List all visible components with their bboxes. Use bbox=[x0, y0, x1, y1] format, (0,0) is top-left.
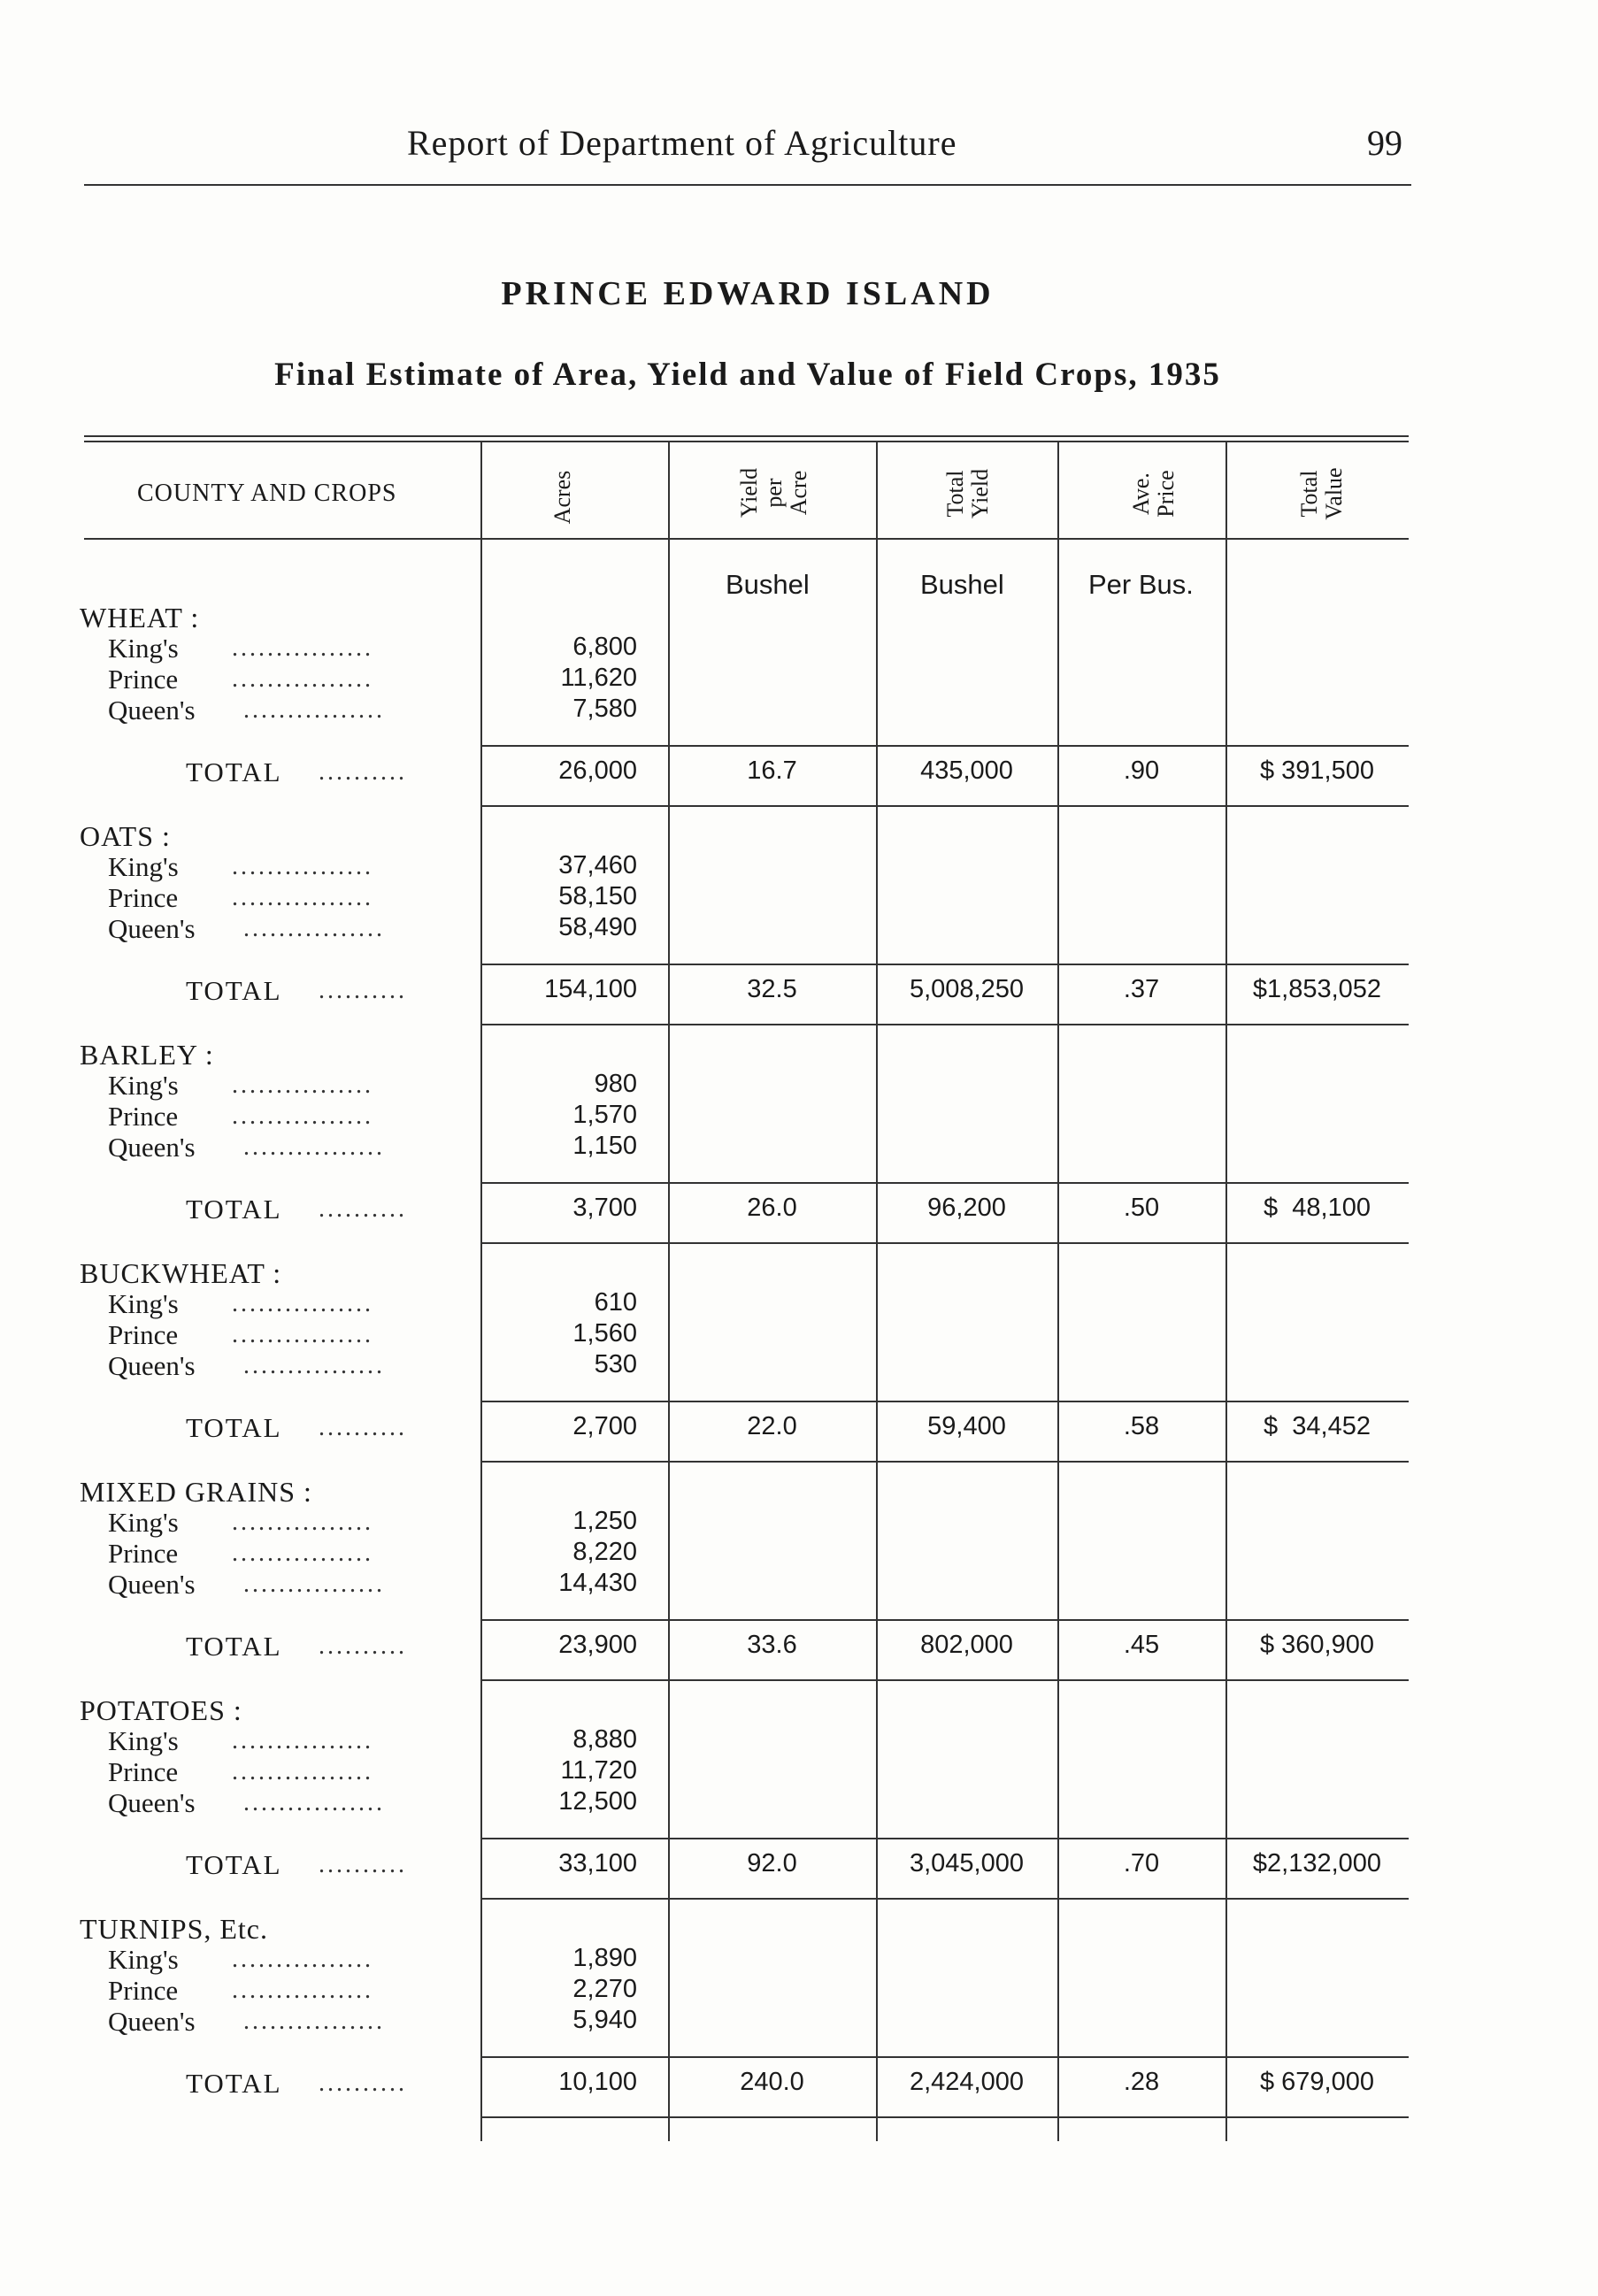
total-top-rule bbox=[480, 964, 1409, 965]
total-acres: 23,900 bbox=[558, 1631, 637, 1659]
dot-leader: ................ bbox=[232, 1321, 373, 1348]
dot-leader: .......... bbox=[319, 1195, 407, 1223]
county-acres: 1,560 bbox=[572, 1319, 637, 1348]
dot-leader: ................ bbox=[243, 1352, 385, 1379]
crop-name: BUCKWHEAT : bbox=[80, 1257, 282, 1289]
crop-name: WHEAT : bbox=[80, 602, 200, 634]
total-yield-per-acre: 92.0 bbox=[747, 1849, 797, 1877]
county-acres: 37,460 bbox=[558, 851, 637, 879]
county-name: Prince bbox=[108, 882, 179, 913]
county-name: King's bbox=[108, 1507, 179, 1538]
crop-name: TURNIPS, Etc. bbox=[80, 1913, 268, 1945]
county-name: Prince bbox=[108, 1319, 179, 1350]
total-top-rule bbox=[480, 1401, 1409, 1402]
total-yield: 59,400 bbox=[927, 1412, 1006, 1440]
county-acres: 8,220 bbox=[572, 1538, 637, 1566]
county-name: Queen's bbox=[108, 695, 196, 726]
running-title: Report of Department of Agriculture bbox=[407, 123, 957, 163]
county-name: King's bbox=[108, 1944, 179, 1975]
table-top-rule bbox=[84, 435, 1409, 437]
county-name: Prince bbox=[108, 1756, 179, 1787]
total-acres: 26,000 bbox=[558, 756, 637, 785]
total-label: TOTAL bbox=[186, 1849, 282, 1880]
running-head bbox=[84, 122, 1411, 186]
county-name: Queen's bbox=[108, 1132, 196, 1163]
total-ave-price: .45 bbox=[1123, 1631, 1160, 1659]
county-name: King's bbox=[108, 633, 179, 664]
county-acres: 11,620 bbox=[560, 664, 637, 692]
col-head-county: COUNTY AND CROPS bbox=[137, 480, 397, 507]
county-name: King's bbox=[108, 851, 179, 882]
total-ave-price: .58 bbox=[1123, 1412, 1160, 1440]
county-acres: 1,150 bbox=[572, 1132, 637, 1160]
county-name: Queen's bbox=[108, 2006, 196, 2037]
county-acres: 5,940 bbox=[572, 2006, 637, 2034]
total-bottom-rule bbox=[480, 1679, 1409, 1681]
total-ave-price: .28 bbox=[1123, 2068, 1160, 2096]
dot-leader: ................ bbox=[232, 1727, 373, 1755]
column-rule bbox=[876, 442, 878, 2141]
unit-ave-price: Per Bus. bbox=[1088, 569, 1194, 600]
total-bottom-rule bbox=[480, 1024, 1409, 1025]
total-value: $ 391,500 bbox=[1259, 756, 1374, 785]
col-head-total-yield: Total Yield bbox=[942, 468, 993, 519]
total-value: $2,132,000 bbox=[1252, 1849, 1382, 1877]
col-head-ave-price: Ave. Price bbox=[1128, 470, 1179, 518]
total-yield: 96,200 bbox=[927, 1194, 1006, 1222]
total-bottom-rule bbox=[480, 1242, 1409, 1244]
total-value: $1,853,052 bbox=[1252, 975, 1382, 1003]
county-acres: 2,270 bbox=[572, 1975, 637, 2003]
dot-leader: .......... bbox=[319, 977, 407, 1004]
dot-leader: ................ bbox=[243, 1789, 385, 1816]
total-label: TOTAL bbox=[186, 756, 282, 787]
dot-leader: ................ bbox=[232, 1509, 373, 1536]
dot-leader: ................ bbox=[232, 1758, 373, 1785]
total-yield-per-acre: 26.0 bbox=[747, 1194, 797, 1222]
dot-leader: ................ bbox=[232, 634, 373, 662]
dot-leader: ................ bbox=[243, 1570, 385, 1598]
crop-name: BARLEY : bbox=[80, 1039, 214, 1071]
dot-leader: ................ bbox=[243, 915, 385, 942]
dot-leader: ................ bbox=[243, 1133, 385, 1161]
crop-name: OATS : bbox=[80, 820, 171, 852]
dot-leader: ................ bbox=[232, 1977, 373, 2004]
total-ave-price: .50 bbox=[1123, 1194, 1160, 1222]
total-yield: 435,000 bbox=[920, 756, 1013, 785]
total-bottom-rule bbox=[480, 805, 1409, 807]
total-top-rule bbox=[480, 1619, 1409, 1621]
total-yield: 2,424,000 bbox=[909, 2068, 1024, 2096]
county-name: Prince bbox=[108, 1538, 179, 1569]
total-yield: 5,008,250 bbox=[909, 975, 1024, 1003]
total-top-rule bbox=[480, 1182, 1409, 1184]
county-acres: 12,500 bbox=[558, 1787, 637, 1816]
county-acres: 1,570 bbox=[572, 1101, 637, 1129]
total-bottom-rule bbox=[480, 2116, 1409, 2118]
total-value: $ 34,452 bbox=[1264, 1412, 1371, 1440]
county-name: Queen's bbox=[108, 1569, 196, 1600]
county-name: Prince bbox=[108, 1975, 179, 2006]
total-acres: 3,700 bbox=[572, 1194, 637, 1222]
county-acres: 14,430 bbox=[558, 1569, 637, 1597]
col-head-acres: Acres bbox=[549, 470, 575, 525]
total-yield-per-acre: 33.6 bbox=[747, 1631, 797, 1659]
unit-yield-per-acre: Bushel bbox=[726, 569, 810, 600]
county-name: Queen's bbox=[108, 1787, 196, 1818]
page-subtitle: Final Estimate of Area, Yield and Value of Field Crops, 1935 bbox=[274, 357, 1221, 393]
county-name: Prince bbox=[108, 1101, 179, 1132]
page-title: PRINCE EDWARD ISLAND bbox=[501, 275, 995, 312]
county-acres: 530 bbox=[594, 1350, 637, 1378]
dot-leader: .......... bbox=[319, 1414, 407, 1441]
total-top-rule bbox=[480, 745, 1409, 747]
total-yield-per-acre: 32.5 bbox=[747, 975, 797, 1003]
county-acres: 6,800 bbox=[572, 633, 637, 661]
total-bottom-rule bbox=[480, 1898, 1409, 1900]
column-rule bbox=[668, 442, 670, 2141]
total-yield-per-acre: 22.0 bbox=[747, 1412, 797, 1440]
total-acres: 2,700 bbox=[572, 1412, 637, 1440]
total-label: TOTAL bbox=[186, 2068, 282, 2099]
dot-leader: ................ bbox=[232, 853, 373, 880]
total-yield-per-acre: 16.7 bbox=[747, 756, 797, 785]
col-head-total-value: Total Value bbox=[1296, 467, 1347, 520]
total-top-rule bbox=[480, 2056, 1409, 2058]
county-name: King's bbox=[108, 1288, 179, 1319]
dot-leader: ................ bbox=[232, 884, 373, 911]
county-acres: 11,720 bbox=[560, 1756, 637, 1785]
dot-leader: ................ bbox=[232, 1102, 373, 1130]
column-rule bbox=[1057, 442, 1059, 2141]
total-label: TOTAL bbox=[186, 975, 282, 1006]
total-acres: 10,100 bbox=[558, 2068, 637, 2096]
total-label: TOTAL bbox=[186, 1194, 282, 1225]
column-rule bbox=[480, 442, 482, 2141]
county-acres: 58,490 bbox=[558, 913, 637, 941]
dot-leader: ................ bbox=[243, 696, 385, 724]
total-ave-price: .70 bbox=[1123, 1849, 1160, 1877]
total-bottom-rule bbox=[480, 1461, 1409, 1463]
total-acres: 33,100 bbox=[558, 1849, 637, 1877]
crop-name: POTATOES : bbox=[80, 1694, 242, 1726]
dot-leader: ................ bbox=[232, 1540, 373, 1567]
page-number: 99 bbox=[1367, 123, 1402, 163]
county-acres: 1,250 bbox=[572, 1507, 637, 1535]
dot-leader: ................ bbox=[232, 665, 373, 693]
county-name: King's bbox=[108, 1070, 179, 1101]
unit-total-yield: Bushel bbox=[920, 569, 1004, 600]
county-acres: 1,890 bbox=[572, 1944, 637, 1972]
total-yield-per-acre: 240.0 bbox=[740, 2068, 804, 2096]
county-acres: 8,880 bbox=[572, 1725, 637, 1754]
total-yield: 802,000 bbox=[920, 1631, 1013, 1659]
dot-leader: ................ bbox=[232, 1290, 373, 1317]
crop-name: MIXED GRAINS : bbox=[80, 1476, 312, 1508]
dot-leader: .......... bbox=[319, 1851, 407, 1878]
total-label: TOTAL bbox=[186, 1631, 282, 1662]
dot-leader: .......... bbox=[319, 1632, 407, 1660]
total-value: $ 48,100 bbox=[1264, 1194, 1371, 1222]
total-label: TOTAL bbox=[186, 1412, 282, 1443]
total-value: $ 679,000 bbox=[1259, 2068, 1374, 2096]
county-acres: 7,580 bbox=[572, 695, 637, 723]
dot-leader: .......... bbox=[319, 758, 407, 786]
total-ave-price: .90 bbox=[1123, 756, 1160, 785]
dot-leader: ................ bbox=[232, 1071, 373, 1099]
total-acres: 154,100 bbox=[544, 975, 637, 1003]
total-top-rule bbox=[480, 1838, 1409, 1839]
dot-leader: ................ bbox=[243, 2008, 385, 2035]
total-ave-price: .37 bbox=[1123, 975, 1160, 1003]
total-value: $ 360,900 bbox=[1259, 1631, 1374, 1659]
county-name: Prince bbox=[108, 664, 179, 695]
dot-leader: ................ bbox=[232, 1946, 373, 1973]
dot-leader: .......... bbox=[319, 2069, 407, 2097]
county-acres: 610 bbox=[594, 1288, 637, 1317]
county-name: Queen's bbox=[108, 1350, 196, 1381]
county-acres: 58,150 bbox=[558, 882, 637, 910]
column-rule bbox=[1225, 442, 1227, 2141]
total-yield: 3,045,000 bbox=[909, 1849, 1024, 1877]
county-name: King's bbox=[108, 1725, 179, 1756]
county-name: Queen's bbox=[108, 913, 196, 944]
county-acres: 980 bbox=[594, 1070, 637, 1098]
col-head-yield-per-acre: Yield per Acre bbox=[736, 467, 811, 518]
